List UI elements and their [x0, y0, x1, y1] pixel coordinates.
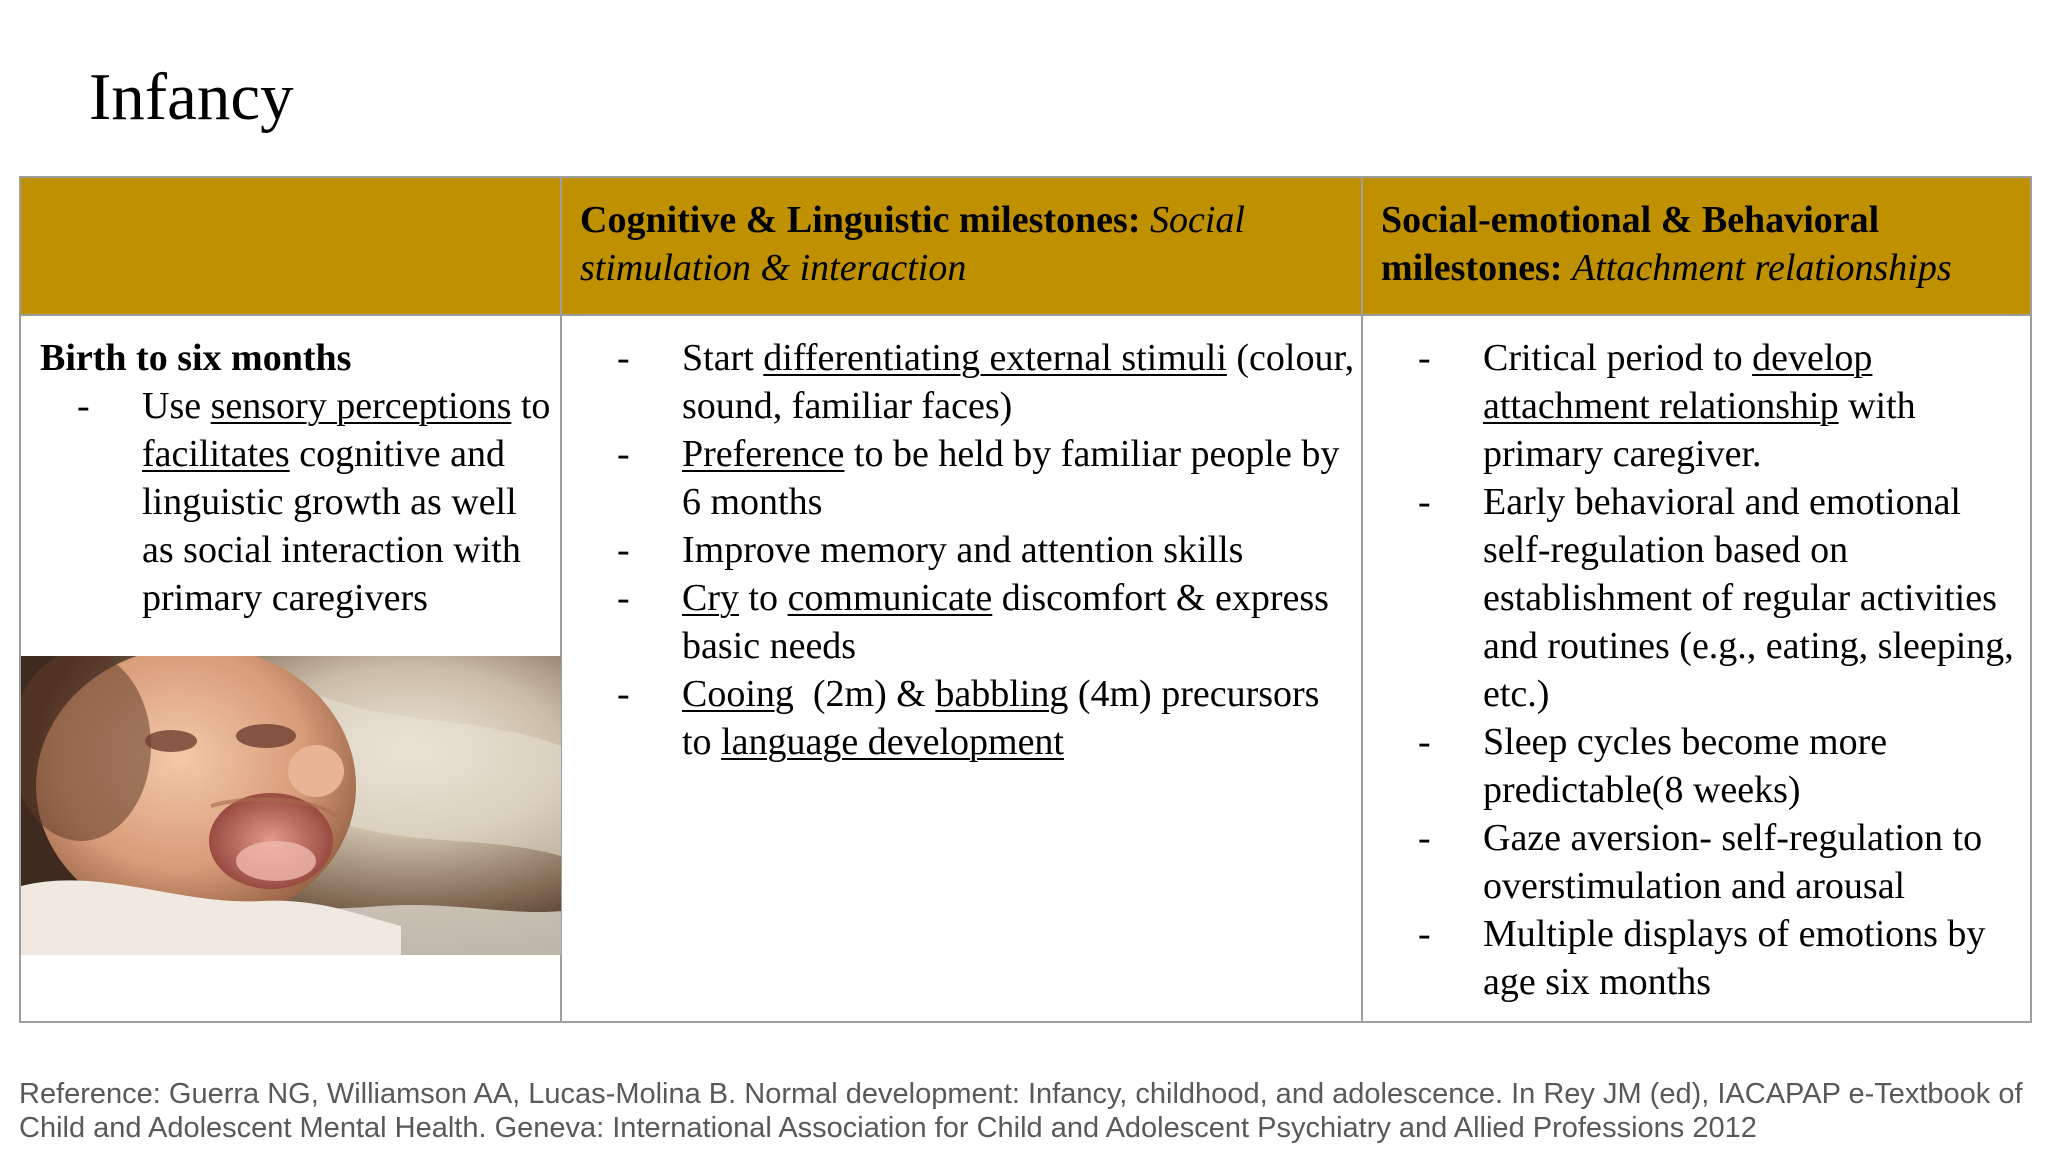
age-bullet-list: [40, 382, 555, 622]
list-item: - Cry to communicate discomfort & express basic needs: [617, 577, 1329, 667]
milestones-table: [19, 176, 2032, 1023]
list-item: - Preference to be held by familiar people by 6 months: [617, 433, 1340, 523]
list-item: - Start differentiating external stimuli (colour, sound, familiar faces): [617, 337, 1355, 427]
age-cell: [40, 334, 555, 622]
list-item: - Improve memory and attention skills: [617, 529, 1244, 571]
age-heading: Birth to six months: [40, 337, 352, 379]
social-bullet-list: [1381, 334, 2031, 1006]
header-social-bold: Social-emotional & Behavioral milestones:: [1381, 199, 1880, 289]
slide-title: Infancy: [89, 60, 294, 134]
header-social-italic: Attachment relationships: [1572, 247, 1952, 289]
column-divider-2: [1361, 178, 1363, 1021]
reference-citation: Reference: Guerra NG, Williamson AA, Lucas-Molina B. Normal development: Infancy, childhood, and adolescence. In Rey JM (ed), IACAPAP e-Textbook of Child and Adolescent Mental Health. Geneva: International Association for Child and Adolescent Psychiatry and Allied Professions 2012: [19, 1078, 2023, 1144]
list-item: - Gaze aversion- self-regulation to overstimulation and arousal: [1418, 817, 1983, 907]
bullet-dash: -: [77, 385, 90, 427]
list-item: - Early behavioral and emotional self-regulation based on establishment of regular activities and routines (e.g., eating, sleeping, etc.): [1418, 481, 2014, 715]
cognitive-bullet-list: [580, 334, 1355, 766]
cognitive-cell: [580, 334, 1355, 766]
laughing-baby-image: [21, 656, 561, 955]
social-emotional-cell: [1381, 334, 2031, 1006]
list-item: - Critical period to develop attachment relationship with primary caregiver.: [1418, 337, 1916, 475]
header-social-emotional: [1381, 196, 2021, 292]
list-item: - Use sensory perceptions to facilitates cognitive and linguistic growth as well as social interaction with primary caregivers: [40, 382, 555, 622]
list-item: - Cooing (2m) & babbling (4m) precursors to language development: [617, 673, 1320, 763]
list-item: - Multiple displays of emotions by age six months: [1418, 913, 1986, 1003]
baby-photo: [21, 656, 561, 955]
header-cognitive-bold: Cognitive & Linguistic milestones:: [580, 199, 1141, 241]
header-cognitive-linguistic: [580, 196, 1350, 292]
list-item: - Sleep cycles become more predictable(8 weeks): [1418, 721, 1888, 811]
header-cognitive-italic: Social stimulation & interaction: [580, 199, 1245, 289]
